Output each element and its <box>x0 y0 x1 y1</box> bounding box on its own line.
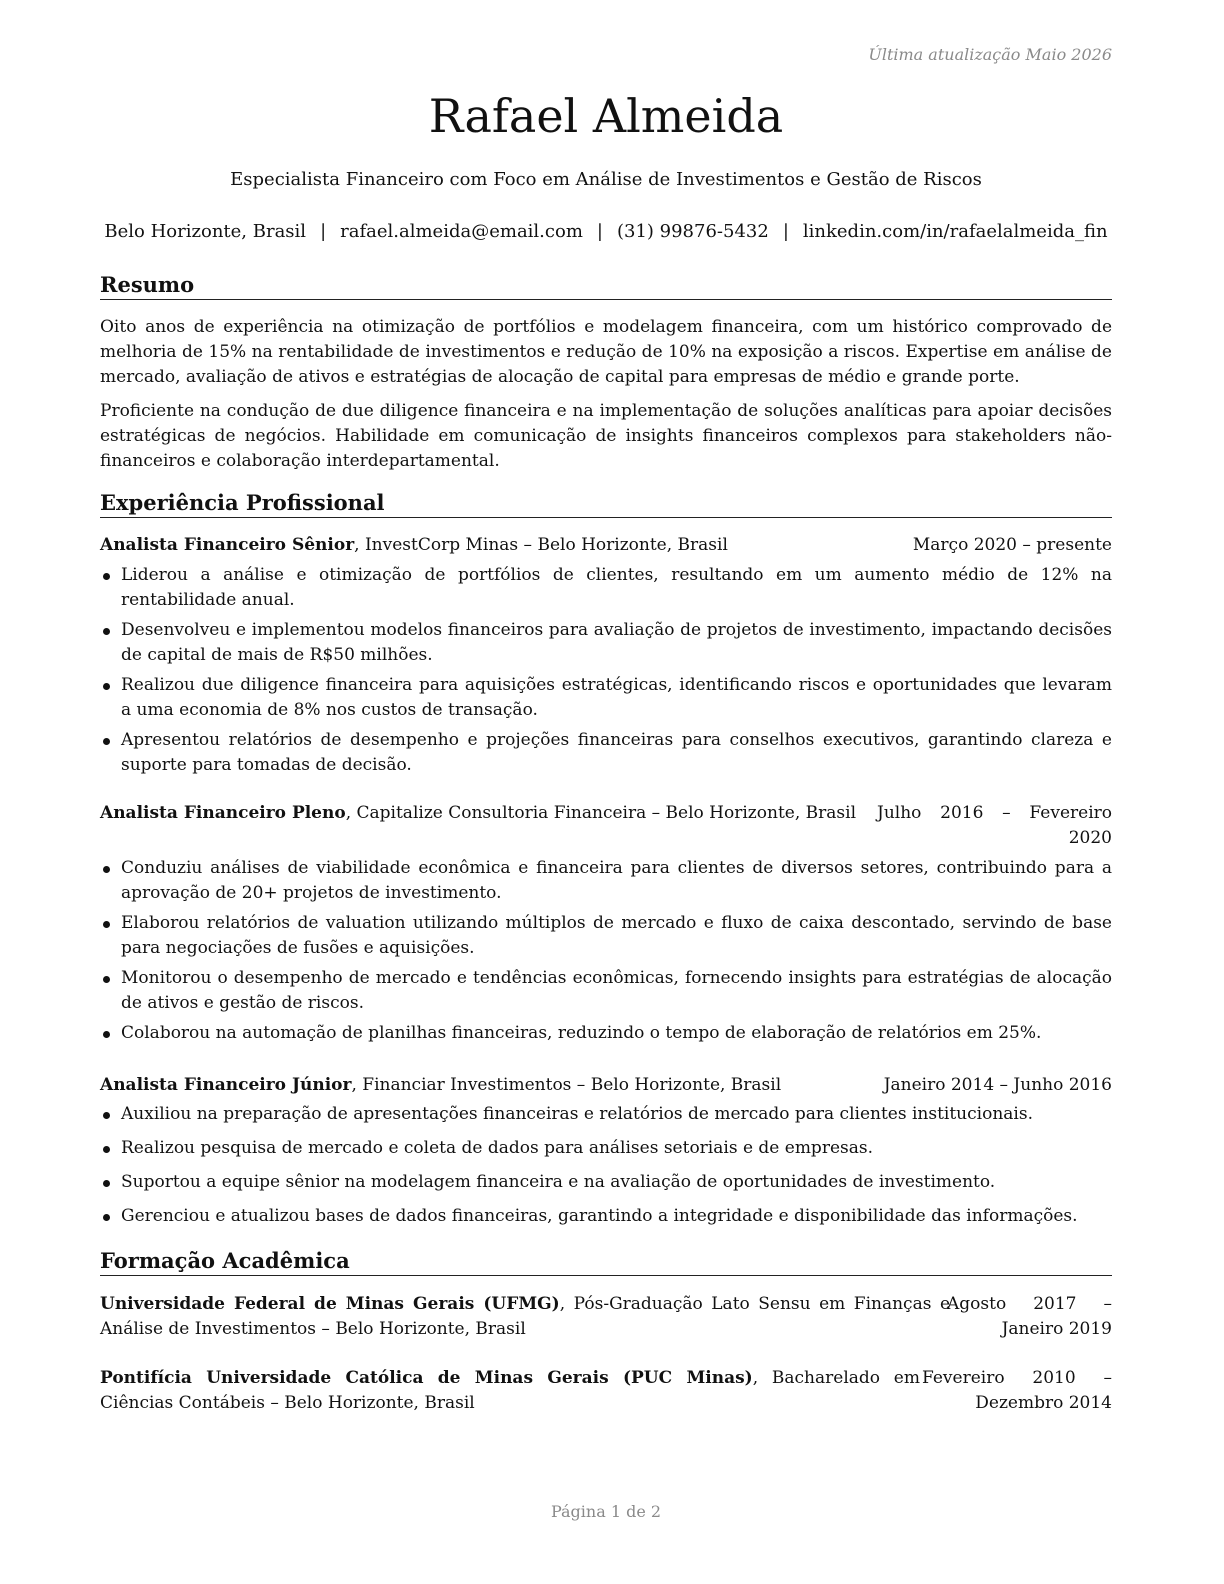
bullet-dot <box>103 976 110 983</box>
section-title-education: Formação Acadêmica <box>100 1248 1112 1276</box>
bullet-dot <box>103 866 110 873</box>
bullet-text: Auxiliou na preparação de apresentações financeiras e relatórios de mercado para clientes institucionais. <box>121 1104 1033 1124</box>
list-item <box>100 728 1112 778</box>
bullet-text: Liderou a análise e otimização de portfólios de clientes, resultando em um aumento médio de 12% na rentabilidade anual. <box>121 565 1112 610</box>
job-date: Julho 2016 – Fevereiro 2020 <box>877 803 1112 848</box>
bullet-dot <box>103 921 110 928</box>
list-item <box>100 1170 1112 1195</box>
summary-paragraph-2: Proficiente na condução de due diligence financeira e na implementação de soluções analíticas para apoiar decisões estratégicas de negócios. Habilidade em comunicação de insights financeiros complexos para stakeholders não-financeiros e colaboração interdepartamental. <box>100 401 1112 471</box>
list-item <box>100 911 1112 961</box>
job-org: , InvestCorp Minas – Belo Horizonte, Brasil <box>354 535 728 555</box>
job-date: Janeiro 2014 – Junho 2016 <box>883 1075 1112 1095</box>
list-item <box>100 563 1112 613</box>
job-role: Analista Financeiro Júnior <box>100 1075 352 1095</box>
education-school: Universidade Federal de Minas Gerais (UFMG) <box>100 1294 560 1314</box>
bullet-dot <box>103 683 110 690</box>
list-item <box>100 673 1112 723</box>
list-item <box>100 856 1112 906</box>
job-role: Analista Financeiro Sênior <box>100 535 355 555</box>
bullet-text: Realizou due diligence financeira para aquisições estratégicas, identificando riscos e oportunidades que levaram a uma economia de 8% nos custos de transação. <box>121 675 1112 720</box>
bullet-text: Monitorou o desempenho de mercado e tendências econômicas, fornecendo insights para estratégias de alocação de ativos e gestão de riscos. <box>121 968 1112 1013</box>
education-description <box>100 1292 950 1342</box>
resume-page <box>100 0 1112 1584</box>
education-description <box>100 1366 920 1416</box>
bullet-text: Gerenciou e atualizou bases de dados financeiras, garantindo a integridade e disponibilidade das informações. <box>121 1206 1078 1226</box>
education-date: Fevereiro 2010 – Dezembro 2014 <box>922 1368 1112 1413</box>
candidate-name: Rafael Almeida <box>428 89 784 143</box>
job-title-line <box>100 1073 781 1098</box>
contact-separator: | <box>320 221 327 242</box>
contact-line <box>80 220 1132 244</box>
job-date: Março 2020 – presente <box>912 535 1112 555</box>
page-number: Página 1 de 2 <box>550 1502 662 1521</box>
list-item <box>100 1136 1112 1161</box>
tagline: Especialista Financeiro com Foco em Análise de Investimentos e Gestão de Riscos <box>230 169 982 190</box>
bullet-dot <box>103 1146 110 1153</box>
section-title-experience: Experiência Profissional <box>100 490 1112 518</box>
job-bullets <box>100 563 1112 783</box>
list-item <box>100 1102 1112 1127</box>
education-detail: , Pós-Graduação Lato Sensu em Finanças e Análise de Investimentos – Belo Horizonte, Brasil <box>100 1294 951 1339</box>
list-item <box>100 1204 1112 1229</box>
contact-separator: | <box>596 221 603 242</box>
job-title-line <box>100 801 856 826</box>
contact-location: Belo Horizonte, Brasil <box>104 221 307 242</box>
bullet-dot <box>103 573 110 580</box>
bullet-text: Realizou pesquisa de mercado e coleta de dados para análises setoriais e de empresas. <box>121 1138 873 1158</box>
education-detail: , Bacharelado em Ciências Contábeis – Belo Horizonte, Brasil <box>100 1368 920 1413</box>
job-bullets <box>100 1102 1112 1234</box>
bullet-dot <box>103 1112 110 1119</box>
section-title-summary: Resumo <box>100 272 1112 300</box>
list-item <box>100 1021 1112 1046</box>
job-title-line <box>100 533 728 558</box>
summary-paragraph-1: Oito anos de experiência na otimização de portfólios e modelagem financeira, com um histórico comprovado de melhoria de 15% na rentabilidade de investimentos e redução de 10% na exposição a riscos. Expertise em análise de mercado, avaliação de ativos e estratégias de alocação de capital para empresas de médio e grande porte. <box>100 317 1112 387</box>
list-item <box>100 618 1112 668</box>
contact-phone: (31) 99876-5432 <box>616 221 769 242</box>
bullet-text: Colaborou na automação de planilhas financeiras, reduzindo o tempo de elaboração de relatórios em 25%. <box>121 1023 1042 1043</box>
bullet-text: Elaborou relatórios de valuation utilizando múltiplos de mercado e fluxo de caixa descontado, servindo de base para negociações de fusões e aquisições. <box>121 913 1112 958</box>
job-bullets <box>100 856 1112 1051</box>
bullet-dot <box>103 1180 110 1187</box>
bullet-dot <box>103 1031 110 1038</box>
bullet-dot <box>103 1214 110 1221</box>
contact-separator: | <box>782 221 789 242</box>
contact-email[interactable]: rafael.almeida@email.com <box>340 221 583 242</box>
job-org: , Capitalize Consultoria Financeira – Belo Horizonte, Brasil <box>345 803 857 823</box>
education-date: Agosto 2017 – Janeiro 2019 <box>947 1294 1112 1339</box>
bullet-text: Suportou a equipe sênior na modelagem financeira e na avaliação de oportunidades de investimento. <box>121 1172 996 1192</box>
job-role: Analista Financeiro Pleno <box>100 803 346 823</box>
bullet-dot <box>103 628 110 635</box>
bullet-dot <box>103 738 110 745</box>
education-school: Pontifícia Universidade Católica de Minas Gerais (PUC Minas) <box>100 1368 753 1388</box>
bullet-text: Apresentou relatórios de desempenho e projeções financeiras para conselhos executivos, garantindo clareza e suporte para tomadas de decisão. <box>121 730 1112 775</box>
list-item <box>100 966 1112 1016</box>
bullet-text: Desenvolveu e implementou modelos financeiros para avaliação de projetos de investimento, impactando decisões de capital de mais de R$50 milhões. <box>121 620 1112 665</box>
bullet-text: Conduziu análises de viabilidade econômica e financeira para clientes de diversos setores, contribuindo para a aprovação de 20+ projetos de investimento. <box>121 858 1112 903</box>
last-updated: Última atualização Maio 2026 <box>868 45 1112 64</box>
job-org: , Financiar Investimentos – Belo Horizonte, Brasil <box>351 1075 782 1095</box>
contact-linkedin[interactable]: linkedin.com/in/rafaelalmeida_fin <box>802 221 1108 242</box>
